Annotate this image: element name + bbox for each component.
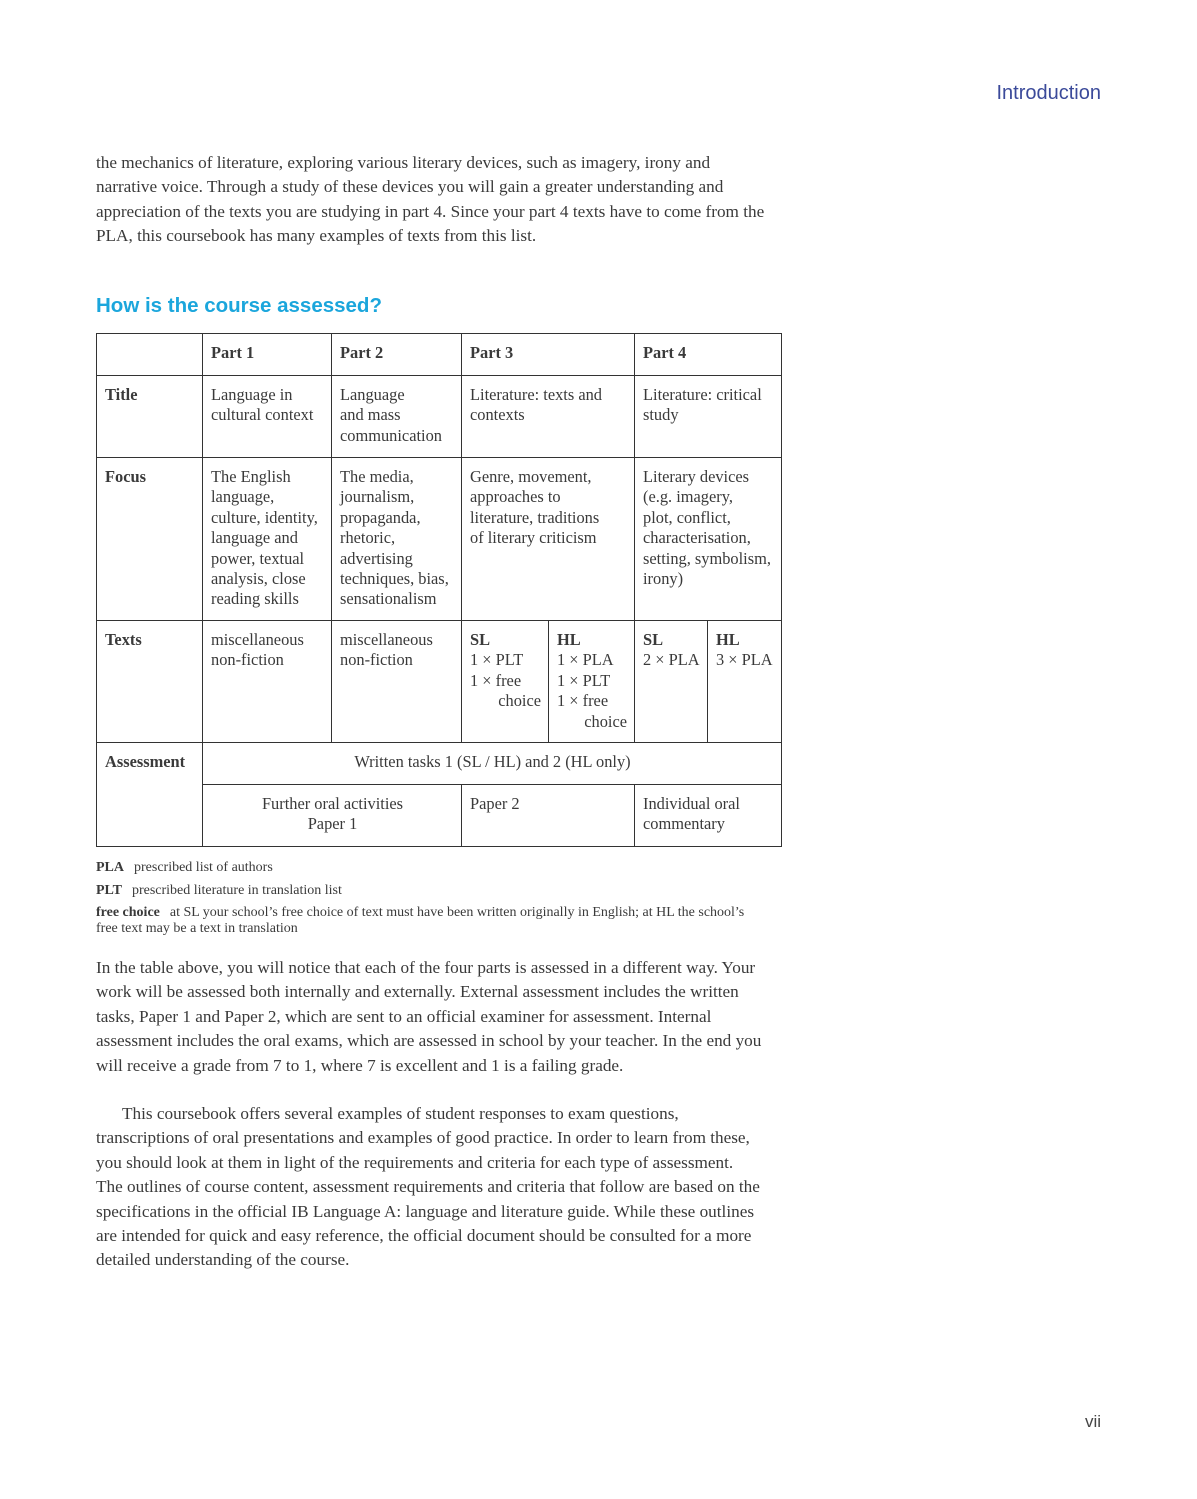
text-requirements: 1 × PLT 1 × free: [470, 650, 524, 690]
note-item: [96, 860, 756, 876]
note-term: PLA: [96, 860, 124, 875]
texts-part-4-hl: [708, 621, 782, 743]
header-row: [97, 334, 782, 376]
text-requirements-tail: choice: [498, 691, 541, 711]
row-label-texts: Texts: [97, 621, 203, 743]
section-heading: How is the course assessed?: [96, 294, 382, 317]
texts-part-3-hl: [549, 621, 635, 743]
focus-part-1: The English language, culture, identity, language and power, textual analysis, close reading skills: [203, 458, 332, 621]
row-label-title: Title: [97, 376, 203, 458]
focus-part-4: Literary devices (e.g. imagery, plot, conflict, characterisation, setting, symbolism, irony): [635, 458, 782, 621]
texts-row: [97, 621, 782, 743]
assessment-parts-1-2: Further oral activities Paper 1: [203, 785, 462, 847]
level-label: SL: [643, 630, 664, 649]
texts-part-2: miscellaneous non-fiction: [332, 621, 462, 743]
title-part-2: Language and mass communication: [332, 376, 462, 458]
row-label-focus: Focus: [97, 458, 203, 621]
intro-paragraph: the mechanics of literature, exploring various literary devices, such as imagery, irony and narrative voice. Through a study of these devices you will gain a greater understanding and appreciation of the texts you are studying in part 4. Since your part 4 texts have to come from the PLA, this coursebook has many examples of texts from this list.: [96, 153, 765, 246]
text-requirements-tail: choice: [584, 711, 627, 731]
focus-part-2: The media, journalism, propaganda, rhetoric, advertising techniques, bias, sensationalism: [332, 458, 462, 621]
text-requirements: 1 × PLA 1 × PLT 1 × free: [557, 650, 614, 711]
note-item: [96, 883, 756, 899]
header-part-2: Part 2: [332, 334, 462, 376]
level-label: HL: [716, 630, 740, 649]
header-part-3: Part 3: [462, 334, 635, 376]
note-term: PLT: [96, 882, 122, 898]
note-item: [96, 905, 756, 937]
note-definition: prescribed list of authors: [134, 860, 273, 875]
assessment-table: [96, 333, 782, 847]
title-part-1: Language in cultural context: [203, 376, 332, 458]
running-head: Introduction: [996, 82, 1101, 104]
title-part-4: Literature: critical study: [635, 376, 782, 458]
body-paragraph: In the table above, you will notice that each of the four parts is assessed in a different way. Your work will be assessed both internally and externally. External assessment includes the written tasks, Paper 1 and Paper 2, which are sent to an official examiner for assessment. Internal assessment includes the oral exams, which are assessed in school by your teacher. In the end you will receive a grade from 7 to 1, where 7 is excellent and 1 is a failing grade.: [96, 958, 762, 1075]
header-part-4: Part 4: [635, 334, 782, 376]
text-requirements: 3 × PLA: [716, 650, 773, 670]
page-number: vii: [1084, 1412, 1101, 1431]
note-definition: at SL your school’s free choice of text must have been written originally in English; at HL the school’s free text may be a text in translation: [96, 905, 745, 936]
assessment-row: [97, 743, 782, 785]
level-label: SL: [470, 630, 491, 649]
assessment-written-tasks: Written tasks 1 (SL / HL) and 2 (HL only): [203, 743, 782, 785]
body-paragraph: This coursebook offers several examples of student responses to exam questions, transcriptions of oral presentations and examples of good practice. In order to learn from these, you should look at them in light of the requirements and criteria for each type of assessment. The outlines of course content, assessment requirements and criteria that follow are based on the specifications in the official IB Language A: language and literature guide. While these outlines are intended for quick and easy reference, the official document should be consulted for a more detailed understanding of the course.: [96, 1104, 760, 1270]
assessment-part-3: Paper 2: [462, 785, 635, 847]
title-row: [97, 376, 782, 458]
header-part-1: Part 1: [203, 334, 332, 376]
texts-part-4-sl: [635, 621, 708, 743]
level-label: HL: [557, 630, 581, 649]
text-requirements: 2 × PLA: [643, 650, 700, 670]
note-definition: prescribed literature in translation list: [131, 882, 342, 898]
row-label-assessment: Assessment: [97, 743, 203, 847]
focus-row: [97, 458, 782, 621]
texts-part-3-sl: [462, 621, 549, 743]
texts-part-1: miscellaneous non-fiction: [203, 621, 332, 743]
title-part-3: Literature: texts and contexts: [462, 376, 635, 458]
focus-part-3: Genre, movement, approaches to literature, traditions of literary criticism: [462, 458, 635, 621]
corner-cell: [97, 334, 203, 376]
note-term: free choice: [96, 905, 160, 920]
assessment-part-4: Individual oral commentary: [635, 785, 782, 847]
table-notes: [96, 860, 756, 944]
